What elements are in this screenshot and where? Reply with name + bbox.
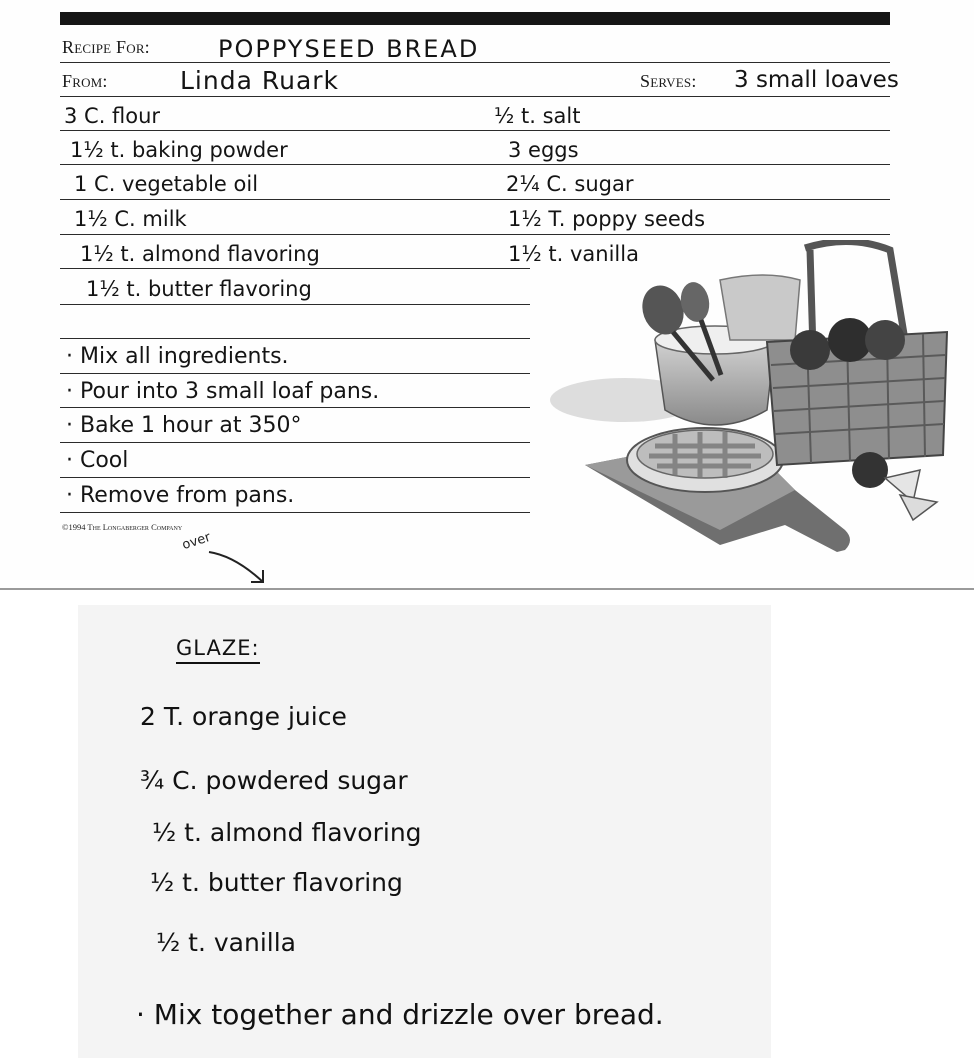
instruction-step: · Bake 1 hour at 350° bbox=[66, 413, 302, 438]
ingredient-item: ½ t. salt bbox=[494, 104, 581, 128]
apple-icon bbox=[865, 320, 905, 360]
serves-value: 3 small loaves bbox=[734, 67, 899, 93]
kitchen-illustration bbox=[545, 240, 965, 585]
ingredient-item: 3 C. flour bbox=[64, 104, 161, 128]
card-top-bar bbox=[60, 12, 890, 25]
rule bbox=[60, 199, 890, 200]
copyright-notice: ©1994 The Longaberger Company bbox=[62, 522, 183, 532]
glaze-item: ½ t. almond flavoring bbox=[152, 818, 422, 847]
glaze-instruction: · Mix together and drizzle over bread. bbox=[136, 998, 664, 1031]
rule bbox=[60, 512, 530, 513]
glaze-item: ½ t. butter flavoring bbox=[150, 868, 403, 897]
glaze-item: ½ t. vanilla bbox=[156, 928, 296, 957]
recipe-title: POPPYSEED BREAD bbox=[218, 35, 480, 63]
glaze-item: 2 T. orange juice bbox=[140, 702, 347, 731]
rule bbox=[60, 407, 530, 408]
ingredient-item: 2¼ C. sugar bbox=[506, 172, 634, 196]
rule bbox=[60, 373, 530, 374]
instruction-step: · Pour into 3 small loaf pans. bbox=[66, 379, 380, 404]
ingredient-item: 3 eggs bbox=[508, 138, 579, 162]
rule bbox=[60, 62, 890, 63]
ingredient-item: 1½ C. milk bbox=[74, 207, 187, 231]
from-value: Linda Ruark bbox=[180, 66, 340, 95]
rule bbox=[60, 442, 530, 443]
apple-icon bbox=[852, 452, 888, 488]
instruction-step: · Cool bbox=[66, 448, 129, 473]
ingredient-item: 1½ t. almond flavoring bbox=[80, 242, 320, 266]
ingredient-item: 1½ t. vanilla bbox=[508, 242, 639, 266]
rule bbox=[60, 338, 530, 339]
rule bbox=[60, 304, 530, 305]
serves-label: Serves: bbox=[640, 71, 697, 91]
ingredient-item: 1 C. vegetable oil bbox=[74, 172, 259, 196]
rule bbox=[60, 96, 890, 97]
instruction-step: · Remove from pans. bbox=[66, 483, 295, 508]
rule bbox=[60, 268, 530, 269]
ingredient-item: 1½ t. butter flavoring bbox=[86, 277, 312, 301]
rule bbox=[60, 234, 890, 235]
rule bbox=[60, 164, 890, 165]
from-label: From: bbox=[62, 71, 108, 91]
arrow-down-icon bbox=[205, 548, 275, 588]
glaze-item: ¾ C. powdered sugar bbox=[140, 766, 408, 795]
apple-icon bbox=[790, 330, 830, 370]
over-note: over bbox=[180, 529, 213, 554]
ingredient-item: 1½ T. poppy seeds bbox=[508, 207, 706, 231]
rule bbox=[60, 130, 890, 131]
rule bbox=[60, 477, 530, 478]
instruction-step: · Mix all ingredients. bbox=[66, 344, 289, 369]
glaze-title: GLAZE: bbox=[176, 636, 260, 664]
ingredient-item: 1½ t. baking powder bbox=[70, 138, 288, 162]
recipe-for-label: Recipe For: bbox=[62, 37, 150, 57]
